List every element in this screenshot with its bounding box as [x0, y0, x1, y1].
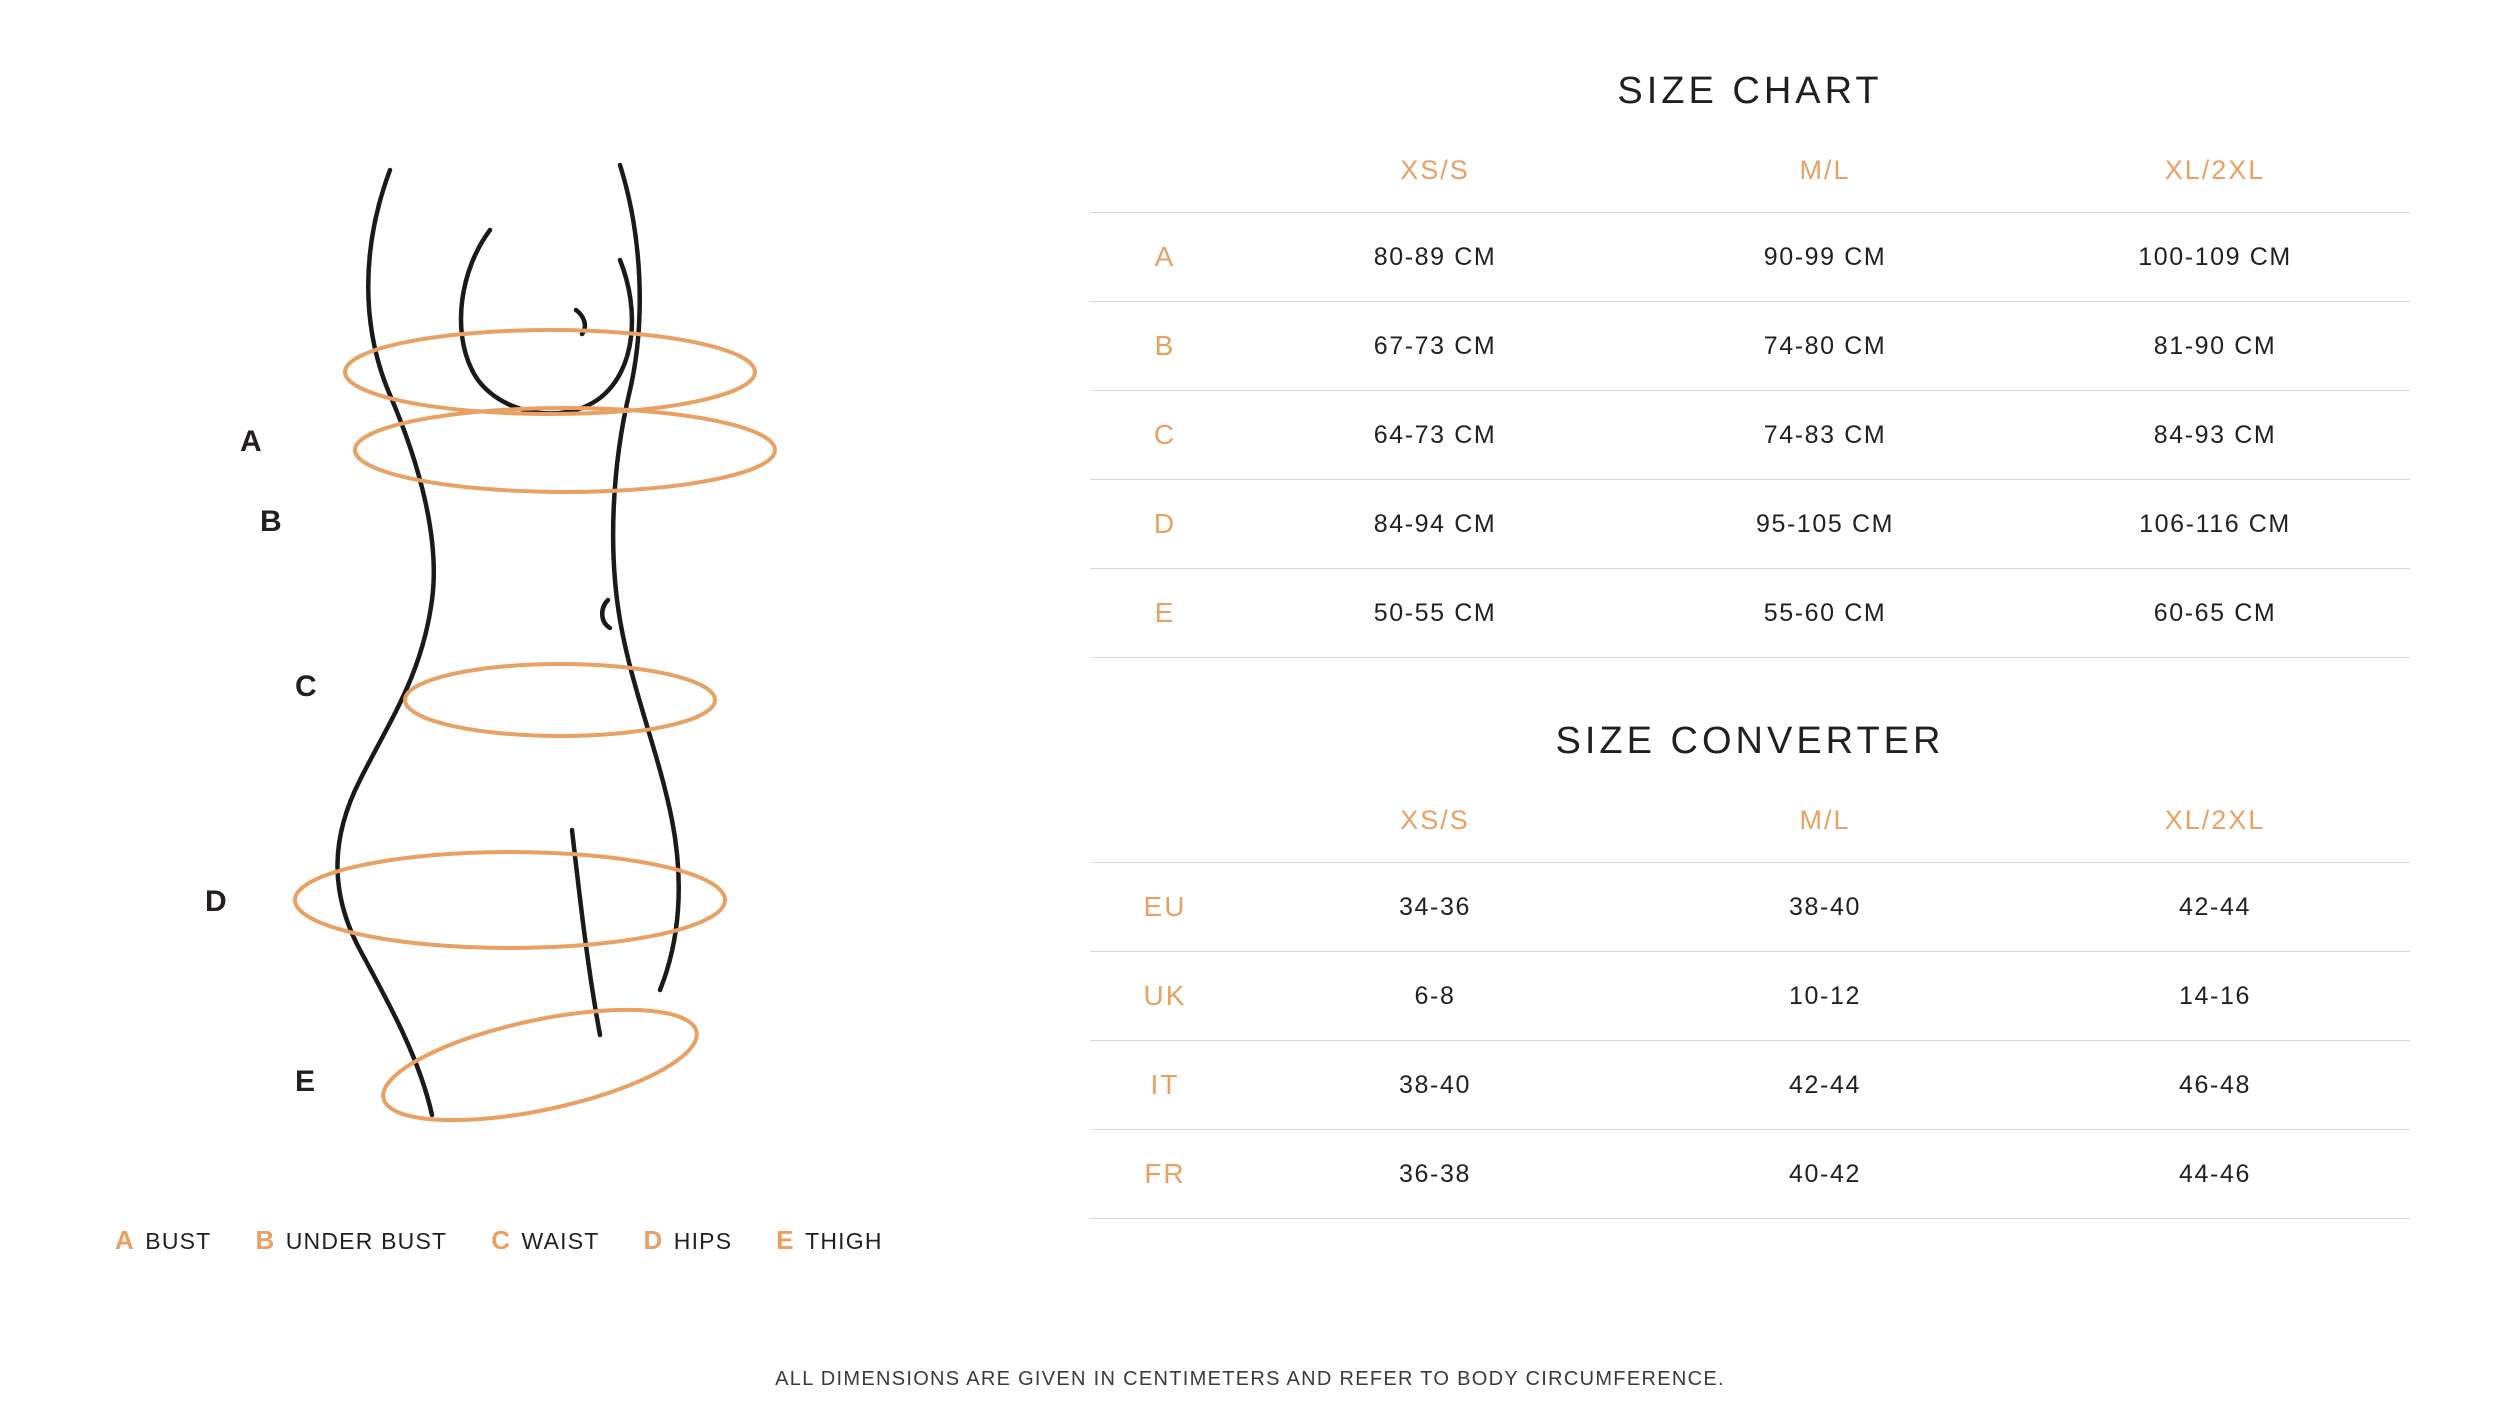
row-key: D — [1090, 480, 1240, 569]
size-chart-col-m-l: M/L — [1799, 155, 1851, 185]
cell: 81-90 CM — [2020, 302, 2410, 391]
table-header-row — [1090, 155, 2410, 213]
table-row — [1090, 569, 2410, 658]
size-chart-title: SIZE CHART — [1617, 70, 1883, 112]
size-chart-col-xs-s: XS/S — [1400, 155, 1470, 185]
table-row — [1090, 391, 2410, 480]
cell: 34-36 — [1240, 863, 1630, 952]
legend-label: WAIST — [521, 1228, 600, 1254]
cell: 40-42 — [1630, 1130, 2020, 1219]
legend-item — [491, 1225, 599, 1256]
table-row — [1090, 952, 2410, 1041]
row-key: UK — [1090, 952, 1240, 1041]
cell: 55-60 CM — [1630, 569, 2020, 658]
legend-item — [255, 1225, 447, 1256]
size-chart-corner-header — [1090, 155, 1240, 213]
table-row — [1090, 1041, 2410, 1130]
legend-label: UNDER BUST — [285, 1228, 448, 1254]
cell: 90-99 CM — [1630, 213, 2020, 302]
cell: 67-73 CM — [1240, 302, 1630, 391]
table-row — [1090, 1130, 2410, 1219]
row-key: EU — [1090, 863, 1240, 952]
cell: 74-80 CM — [1630, 302, 2020, 391]
figure-marker-b: B — [260, 505, 283, 538]
cell: 36-38 — [1240, 1130, 1630, 1219]
size-converter-col-m-l: M/L — [1799, 805, 1851, 835]
size-converter-col-xl-2xl: XL/2XL — [2164, 805, 2266, 835]
figure-marker-d: D — [205, 885, 228, 918]
row-key: C — [1090, 391, 1240, 480]
cell: 74-83 CM — [1630, 391, 2020, 480]
figure-marker-a: A — [240, 425, 263, 458]
cell: 38-40 — [1630, 863, 2020, 952]
legend-key: B — [255, 1225, 275, 1255]
size-chart-col-xl-2xl: XL/2XL — [2164, 155, 2266, 185]
legend-key: C — [491, 1225, 511, 1255]
legend-label: BUST — [145, 1228, 212, 1254]
cell: 100-109 CM — [2020, 213, 2410, 302]
cell: 106-116 CM — [2020, 480, 2410, 569]
row-key: E — [1090, 569, 1240, 658]
cell: 80-89 CM — [1240, 213, 1630, 302]
legend — [115, 1225, 883, 1256]
legend-label: HIPS — [673, 1228, 733, 1254]
table-row — [1090, 863, 2410, 952]
tables-panel — [1090, 70, 2410, 1219]
footnote: ALL DIMENSIONS ARE GIVEN IN CENTIMETERS AND REFER TO BODY CIRCUMFERENCE. — [775, 1368, 1725, 1390]
cell: 44-46 — [2020, 1130, 2410, 1219]
cell: 84-94 CM — [1240, 480, 1630, 569]
table-row — [1090, 213, 2410, 302]
cell: 46-48 — [2020, 1041, 2410, 1130]
cell: 60-65 CM — [2020, 569, 2410, 658]
section-spacer — [1090, 658, 2410, 720]
legend-item — [115, 1225, 211, 1256]
cell: 84-93 CM — [2020, 391, 2410, 480]
body-illustration — [60, 130, 1080, 1130]
legend-label: THIGH — [805, 1228, 883, 1254]
body-outline — [337, 165, 678, 1115]
cell: 50-55 CM — [1240, 569, 1630, 658]
legend-key: A — [115, 1225, 135, 1255]
body-figure-svg — [60, 130, 1080, 1130]
figure-marker-c: C — [295, 670, 318, 703]
legend-item — [644, 1225, 733, 1256]
cell: 42-44 — [1630, 1041, 2020, 1130]
cell: 14-16 — [2020, 952, 2410, 1041]
table-row — [1090, 480, 2410, 569]
cell: 42-44 — [2020, 863, 2410, 952]
size-converter-table — [1090, 805, 2410, 1219]
row-key: B — [1090, 302, 1240, 391]
size-converter-title: SIZE CONVERTER — [1555, 720, 1945, 762]
size-chart-table — [1090, 155, 2410, 658]
table-header-row — [1090, 805, 2410, 863]
cell: 10-12 — [1630, 952, 2020, 1041]
measurement-rings — [295, 330, 775, 1130]
table-row — [1090, 302, 2410, 391]
legend-key: D — [643, 1225, 663, 1255]
row-key: FR — [1090, 1130, 1240, 1219]
cell: 95-105 CM — [1630, 480, 2020, 569]
figure-marker-e: E — [295, 1065, 317, 1098]
row-key: IT — [1090, 1041, 1240, 1130]
legend-item — [776, 1225, 882, 1256]
legend-key: E — [776, 1225, 795, 1255]
size-converter-corner-header — [1090, 805, 1240, 863]
cell: 38-40 — [1240, 1041, 1630, 1130]
row-key: A — [1090, 213, 1240, 302]
cell: 64-73 CM — [1240, 391, 1630, 480]
size-converter-col-xs-s: XS/S — [1400, 805, 1470, 835]
cell: 6-8 — [1240, 952, 1630, 1041]
